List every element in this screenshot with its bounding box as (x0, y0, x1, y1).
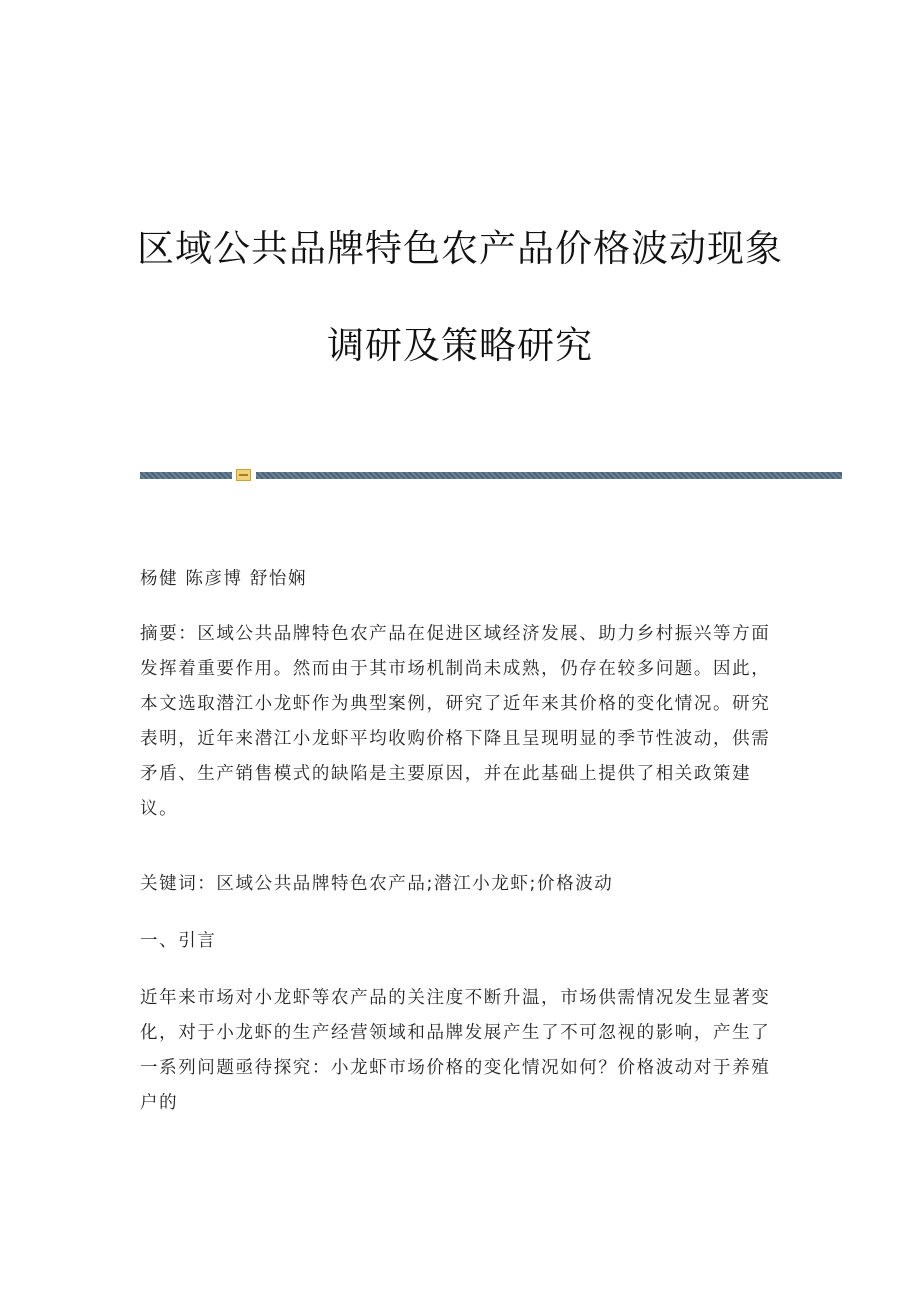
keywords-paragraph (140, 867, 780, 902)
introduction-paragraph: 近年来市场对小龙虾等农产品的关注度不断升温，市场供需情况发生显著变化，对于小龙虾的生产经营领域和品牌发展产生了不可忽视的影响，产生了一系列问题亟待探究：小龙虾市场价格的变化情况如何？价格波动对于养殖户的 (140, 988, 771, 1113)
keywords-text: 区域公共品牌特色农产品;潜江小龙虾;价格波动 (216, 874, 614, 894)
keywords-label: 关键词： (140, 874, 217, 894)
title-divider (140, 469, 842, 481)
document-title-line-1: 区域公共品牌特色农产品价格波动现象 (137, 227, 783, 270)
divider-bar-left (140, 472, 232, 479)
divider-bar-right (256, 472, 842, 479)
abstract-label: 摘要： (140, 624, 198, 644)
section-heading-introduction: 一、引言 (140, 931, 217, 951)
document-title-line-2: 调研及策略研究 (327, 324, 593, 367)
abstract-text: 区域公共品牌特色农产品在促进区域经济发展、助力乡村振兴等方面发挥着重要作用。然而由于其市场机制尚未成熟，仍存在较多问题。因此，本文选取潜江小龙虾作为典型案例，研究了近年来其价格的变化情况。研究表明，近年来潜江小龙虾平均收购价格下降且呈现明显的季节性波动，供需矛盾、生产销售模式的缺陷是主要原因，并在此基础上提供了相关政策建议。 (140, 624, 771, 819)
authors: 杨健 陈彦博 舒怡娴 (140, 569, 308, 589)
divider-ornament-icon (236, 469, 251, 481)
abstract-paragraph (140, 617, 780, 827)
